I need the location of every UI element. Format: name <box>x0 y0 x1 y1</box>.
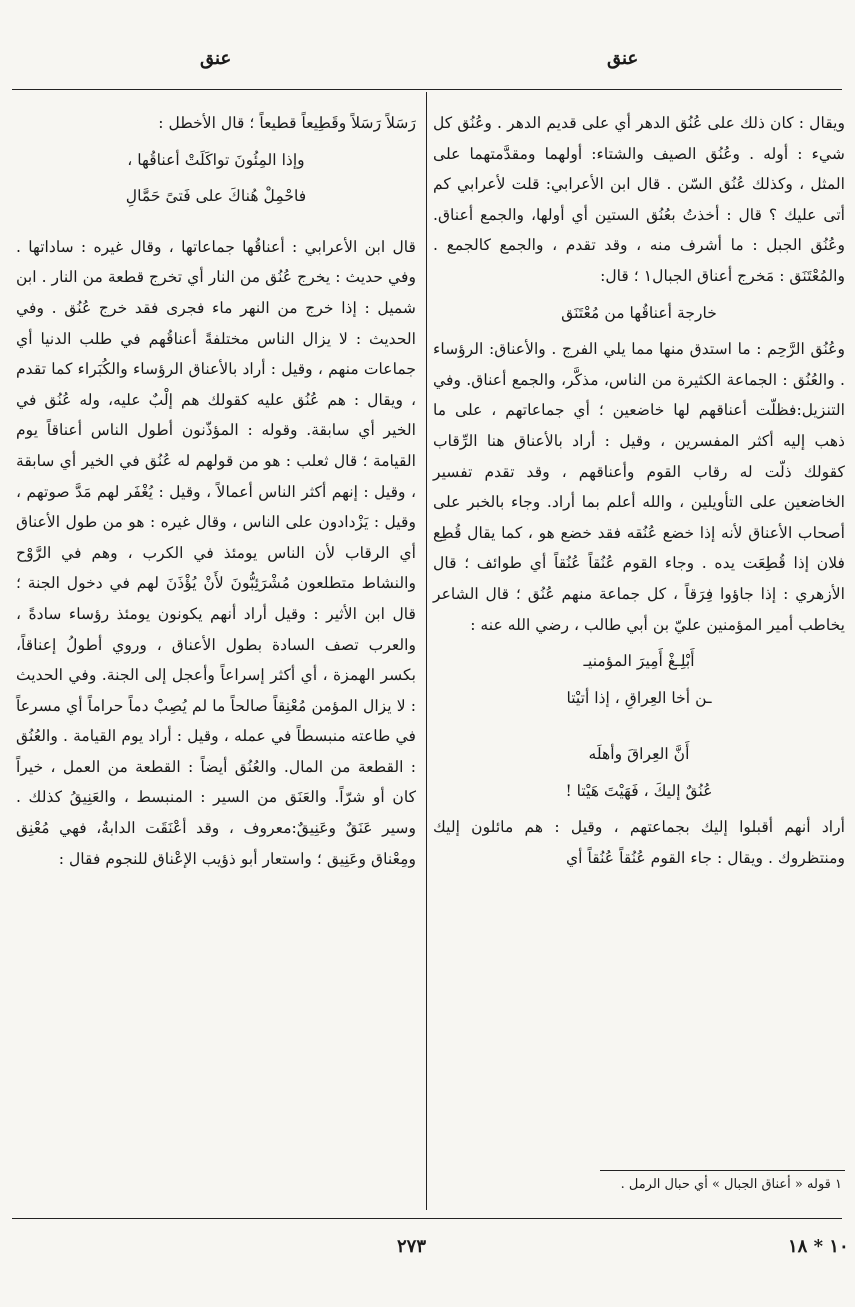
footnote: ١ قوله « أعناق الجبال » أي حبال الرمل . <box>620 1177 842 1192</box>
verse-line: وإذا المِئُونَ تواكَلَتْ أعناقُها ، <box>127 150 305 169</box>
verse-line: أَنَّ العِراقَ وأهلَه <box>588 745 690 764</box>
verse-line: أَبْلِـغْ أَمِيرَ المؤمنيـ <box>583 652 695 671</box>
page-header <box>0 48 855 78</box>
column-divider <box>426 92 427 1210</box>
left-column <box>16 108 416 874</box>
footer-rule <box>12 1218 842 1219</box>
verse-line: ـن أخا العِراقِ ، إذا أتيْتا <box>566 688 712 707</box>
paragraph: ويقال : كان ذلك على عُنُق الدهر أي على قديم الدهر . وعُنُق كل شيء : أوله . وعُنُق الصيف والشتاء: أولهما ومقدَّمتهما على المثل ، وكذلك عُنُق السّن . قال ابن الأعرابي: قلت لأعرابي كم أتى عليك ؟ قال : أخذتُ بعُنُق الستين أي أولها، والجمع أعناق. وعُنُق الجبل : ما أشرف منه ، وقد تقدم ، والجمع كالجمع . والمُعْتَنَق : مَخرج أعناق الجبال١ ؛ قال: <box>433 114 845 285</box>
paragraph: أراد أنهم أقبلوا إليك بجماعتهم ، وقيل : هم مائلون إليك ومنتظروك . ويقال : جاء القوم عُنُقاً عُنُقاً أي <box>433 818 845 868</box>
spacer <box>433 719 845 733</box>
running-headword-right: عنق <box>607 48 639 69</box>
spacer <box>16 218 416 232</box>
verse-line: خارجة أعناقُها من مُعْتَنَق <box>561 303 717 322</box>
page-number: ٢٧٣ <box>397 1236 427 1257</box>
paragraph: رَسَلاً رَسَلاً وقَطِيعاً قطيعاً ؛ قال الأخطل : <box>158 114 416 132</box>
running-headword-left: عنق <box>200 48 232 69</box>
footnote-rule <box>600 1170 845 1171</box>
right-column <box>433 108 845 874</box>
paragraph: قال ابن الأعرابي : أعناقُها جماعاتها ، وقال غيره : ساداتها . وفي حديث : يخرج عُنُق من النار أي تخرج قطعة من النار . ابن شميل : إذا خرج من النهر ماء فجرى فقد خرج عُنُق . وفي الحديث : لا يزال الناس مختلفةً أعناقُهم في طلب الدنيا أي جماعات منهم ، وقيل : أراد بالأعناق الرؤساء والكُبَراء كما تقدم ، ويقال : هم عُنُق عليه كقولك هم إلْبٌ عليه، وله عُنُق في الخير أي سابقة. وقوله : المؤذّنون أطول الناس أعناقاً يوم القيامة ؛ قال ثعلب : هو من قولهم له عُنُق في الخير أي سابقة ، وقيل : إنهم أكثر الناس أعمالاً ، وقيل : يُغْفَر لهم مَدَّ صوتهم ، وقيل : يَزْدادون على الناس ، وقال غيره : هو من طول الأعناق أي الرقاب لأن الناس يومئذ في الكرب ، وهم في الرَّوْح والنشاط متطلعون مُشْرَئِبُّونَ لأَنْ يُؤْذَنَ لهم في دخول الجنة ؛ قال ابن الأثير : وقيل أراد أنهم يكونون يومئذ رؤساء سادةً ، والعرب تصف السادة بطول الأعناق ، وروي أطولُ إعناقاً، بكسر الهمزة ، أي أكثر إسراعاً وأعجل إلى الجنة. وفي الحديث : لا يزال المؤمن مُعْنِقاً صالحاً ما لم يُصِبْ دماً حراماً أي مسرعاً في طاعته منبسطاً في عمله ، وقيل : أراد يوم القيامة . والعُنُق : القطعة من المال. والعُنُق أيضاً : القطعة من العمل ، خيراً كان أو شرّاً. والعَنَق من السير : المنبسط ، والعَنِيقُ كذلك . وسير عَنَقٌ وعَنِيقٌ:معروف ، وقد أعْنَقَت الدابةُ، فهي مُعْنِق ومِعْناق وعَنِيق ؛ واستعار أبو ذؤيب الإعْناق للنجوم فقال : <box>16 237 416 868</box>
paragraph: وعُنُق الرَّحِم : ما استدق منها مما يلي الفرج . والأعناق: الرؤساء . والعُنُق : الجماعة الكثيرة من الناس، مذكَّر، والجمع أعناق. وفي التنزيل:فظلّت أعناقهم لها خاضعين ؛ أي جماعاتهم ، على ما ذهب إليه أكثر المفسرين ، وقيل : أراد بالأعناق هنا الرِّقاب كقولك ذلّت له رقاب القوم وأعناقهم ، وقد تقدم تفسير الخاضعين على التأويلين ، والله أعلم بما أراد. وجاء بالخبر على أصحاب الأعناق لأنه إذا خضع عُنُقه فقد خضع هو ، كما يقال قُطِع فلان إذا قُطِعَت يده . وجاء القوم عُنُقاً عُنُقاً أي طوائف ؛ قال الأزهري : إذا جاؤوا فِرَقاً ، كل جماعة منهم عُنُق ؛ قال الشاعر يخاطب أمير المؤمنين عليّ بن أبي طالب ، رضي الله عنه : <box>433 340 845 634</box>
verse-line: عُنُقٌ إليكَ ، فَهَيْتَ هَيْتا ! <box>565 781 713 800</box>
verse-line: فاحْمِلْ هُناكَ على فَتىً حَمَّالِ <box>125 187 307 206</box>
header-rule <box>12 89 842 90</box>
signature-mark: ١٠ * ١٨ <box>788 1236 849 1257</box>
